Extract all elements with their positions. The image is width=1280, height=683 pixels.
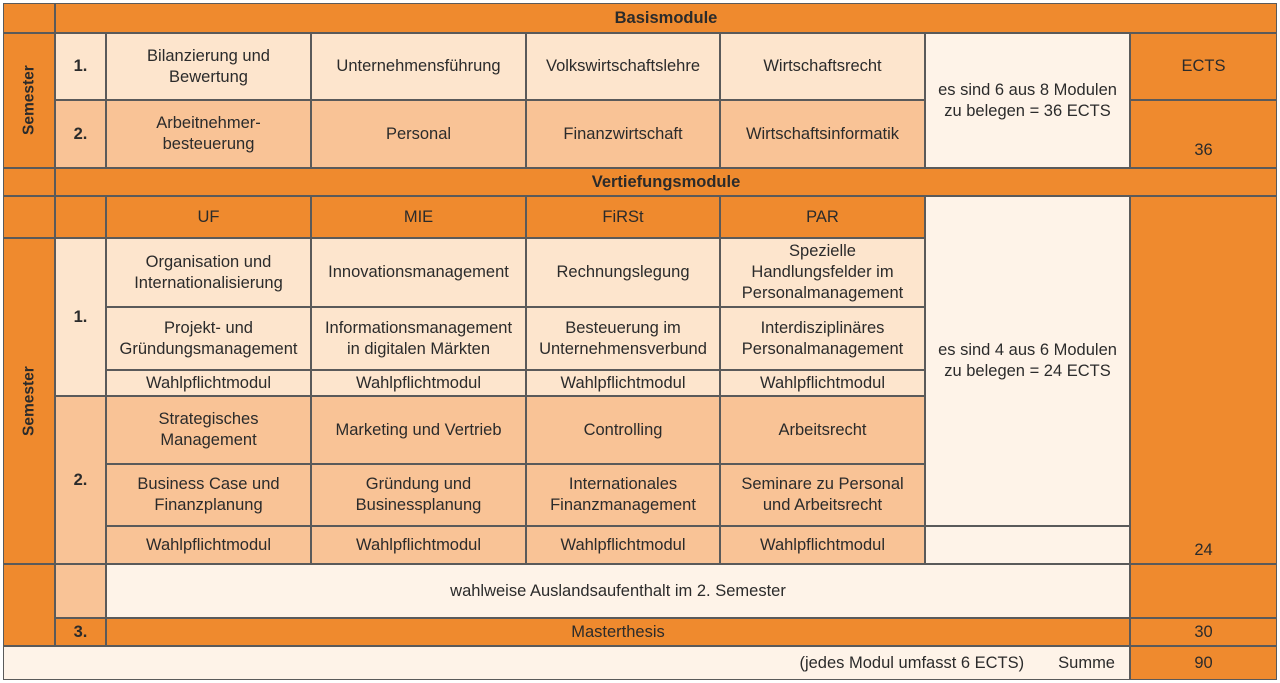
basis-module-cell: Finanzwirtschaft (526, 100, 720, 168)
vertiefung-sem2-label: 2. (55, 396, 106, 564)
track-header-first: FiRSt (526, 196, 720, 238)
basis-module-cell: Unternehmensführung (311, 33, 526, 100)
vertiefung-module-cell: Strategisches Management (106, 396, 311, 464)
vertiefung-module-cell: Projekt- und Gründungsmanagement (106, 307, 311, 370)
basis-sem1-label: 1. (55, 33, 106, 100)
basismodule-header: Basismodule (55, 3, 1277, 33)
basis-ects-value: 36 (1130, 100, 1277, 168)
tracks-corner-cell (3, 196, 55, 238)
vertiefung-note: es sind 4 aus 6 Modulen zu belegen = 24 ECTS (925, 196, 1130, 526)
track-header-mie: MIE (311, 196, 526, 238)
vertiefung-module-cell: Spezielle Handlungsfelder im Personalmanagement (720, 238, 925, 307)
vertiefung-ects-value: 24 (1130, 196, 1277, 564)
wahlpflicht-cell: Wahlpflichtmodul (311, 526, 526, 564)
footer-note: (jedes Modul umfasst 6 ECTS) (799, 653, 1025, 672)
wahlpflicht-cell: Wahlpflichtmodul (720, 370, 925, 396)
vertiefung-module-cell: Organisation und Internationalisierung (106, 238, 311, 307)
vertiefung-module-cell: Business Case und Finanzplanung (106, 464, 311, 526)
auslandsaufenthalt: wahlweise Auslandsaufenthalt im 2. Semester (106, 564, 1130, 618)
vertiefung-module-cell: Innovationsmanagement (311, 238, 526, 307)
basis-sem2-label: 2. (55, 100, 106, 168)
master-sem-label: 3. (55, 618, 106, 646)
basis-semester-label: Semester (3, 33, 55, 168)
ausland-left-cell (3, 564, 55, 646)
ects-header: ECTS (1130, 33, 1277, 100)
track-header-par: PAR (720, 196, 925, 238)
master-ects-value: 30 (1130, 618, 1277, 646)
basis-module-cell: Personal (311, 100, 526, 168)
wahlpflicht-cell: Wahlpflichtmodul (526, 526, 720, 564)
basis-module-cell: Arbeitnehmer-besteuerung (106, 100, 311, 168)
tracks-sem-cell (55, 196, 106, 238)
vertiefung-module-cell: Gründung und Businessplanung (311, 464, 526, 526)
vertiefung-module-cell: Seminare zu Personal und Arbeitsrecht (720, 464, 925, 526)
corner-cell (3, 3, 55, 33)
masterthesis: Masterthesis (106, 618, 1130, 646)
vertiefung-sem1-label: 1. (55, 238, 106, 396)
footer-note-cell (3, 646, 1130, 680)
track-header-uf: UF (106, 196, 311, 238)
wahlpflicht-cell: Wahlpflichtmodul (106, 526, 311, 564)
ausland-sem-cell (55, 564, 106, 618)
vertiefung-module-cell: Controlling (526, 396, 720, 464)
basis-module-cell: Bilanzierung und Bewertung (106, 33, 311, 100)
wahlpflicht-cell: Wahlpflichtmodul (106, 370, 311, 396)
corner-cell (3, 168, 55, 196)
vertiefung-semester-label: Semester (3, 238, 55, 564)
wahlpflicht-cell: Wahlpflichtmodul (311, 370, 526, 396)
basis-note: es sind 6 aus 8 Modulen zu belegen = 36 ECTS (925, 33, 1130, 168)
vertiefung-module-cell: Arbeitsrecht (720, 396, 925, 464)
ausland-ects-cell (1130, 564, 1277, 618)
vertiefung-module-cell: Besteuerung im Unternehmensverbund (526, 307, 720, 370)
basis-module-cell: Wirtschaftsinformatik (720, 100, 925, 168)
wahlpflicht-cell: Wahlpflichtmodul (526, 370, 720, 396)
vertiefung-module-cell: Interdisziplinäres Personalmanagement (720, 307, 925, 370)
vertiefung-empty-cell (925, 526, 1130, 564)
summe-label: Summe (1058, 653, 1115, 672)
basis-module-cell: Wirtschaftsrecht (720, 33, 925, 100)
vertiefung-module-cell: Marketing und Vertrieb (311, 396, 526, 464)
vertiefung-module-cell: Informationsmanagement in digitalen Märkten (311, 307, 526, 370)
wahlpflicht-cell: Wahlpflichtmodul (720, 526, 925, 564)
total-ects-value: 90 (1130, 646, 1277, 680)
vertiefung-module-cell: Internationales Finanzmanagement (526, 464, 720, 526)
vertiefungsmodule-header: Vertiefungsmodule (55, 168, 1277, 196)
basis-module-cell: Volkswirtschaftslehre (526, 33, 720, 100)
vertiefung-module-cell: Rechnungslegung (526, 238, 720, 307)
